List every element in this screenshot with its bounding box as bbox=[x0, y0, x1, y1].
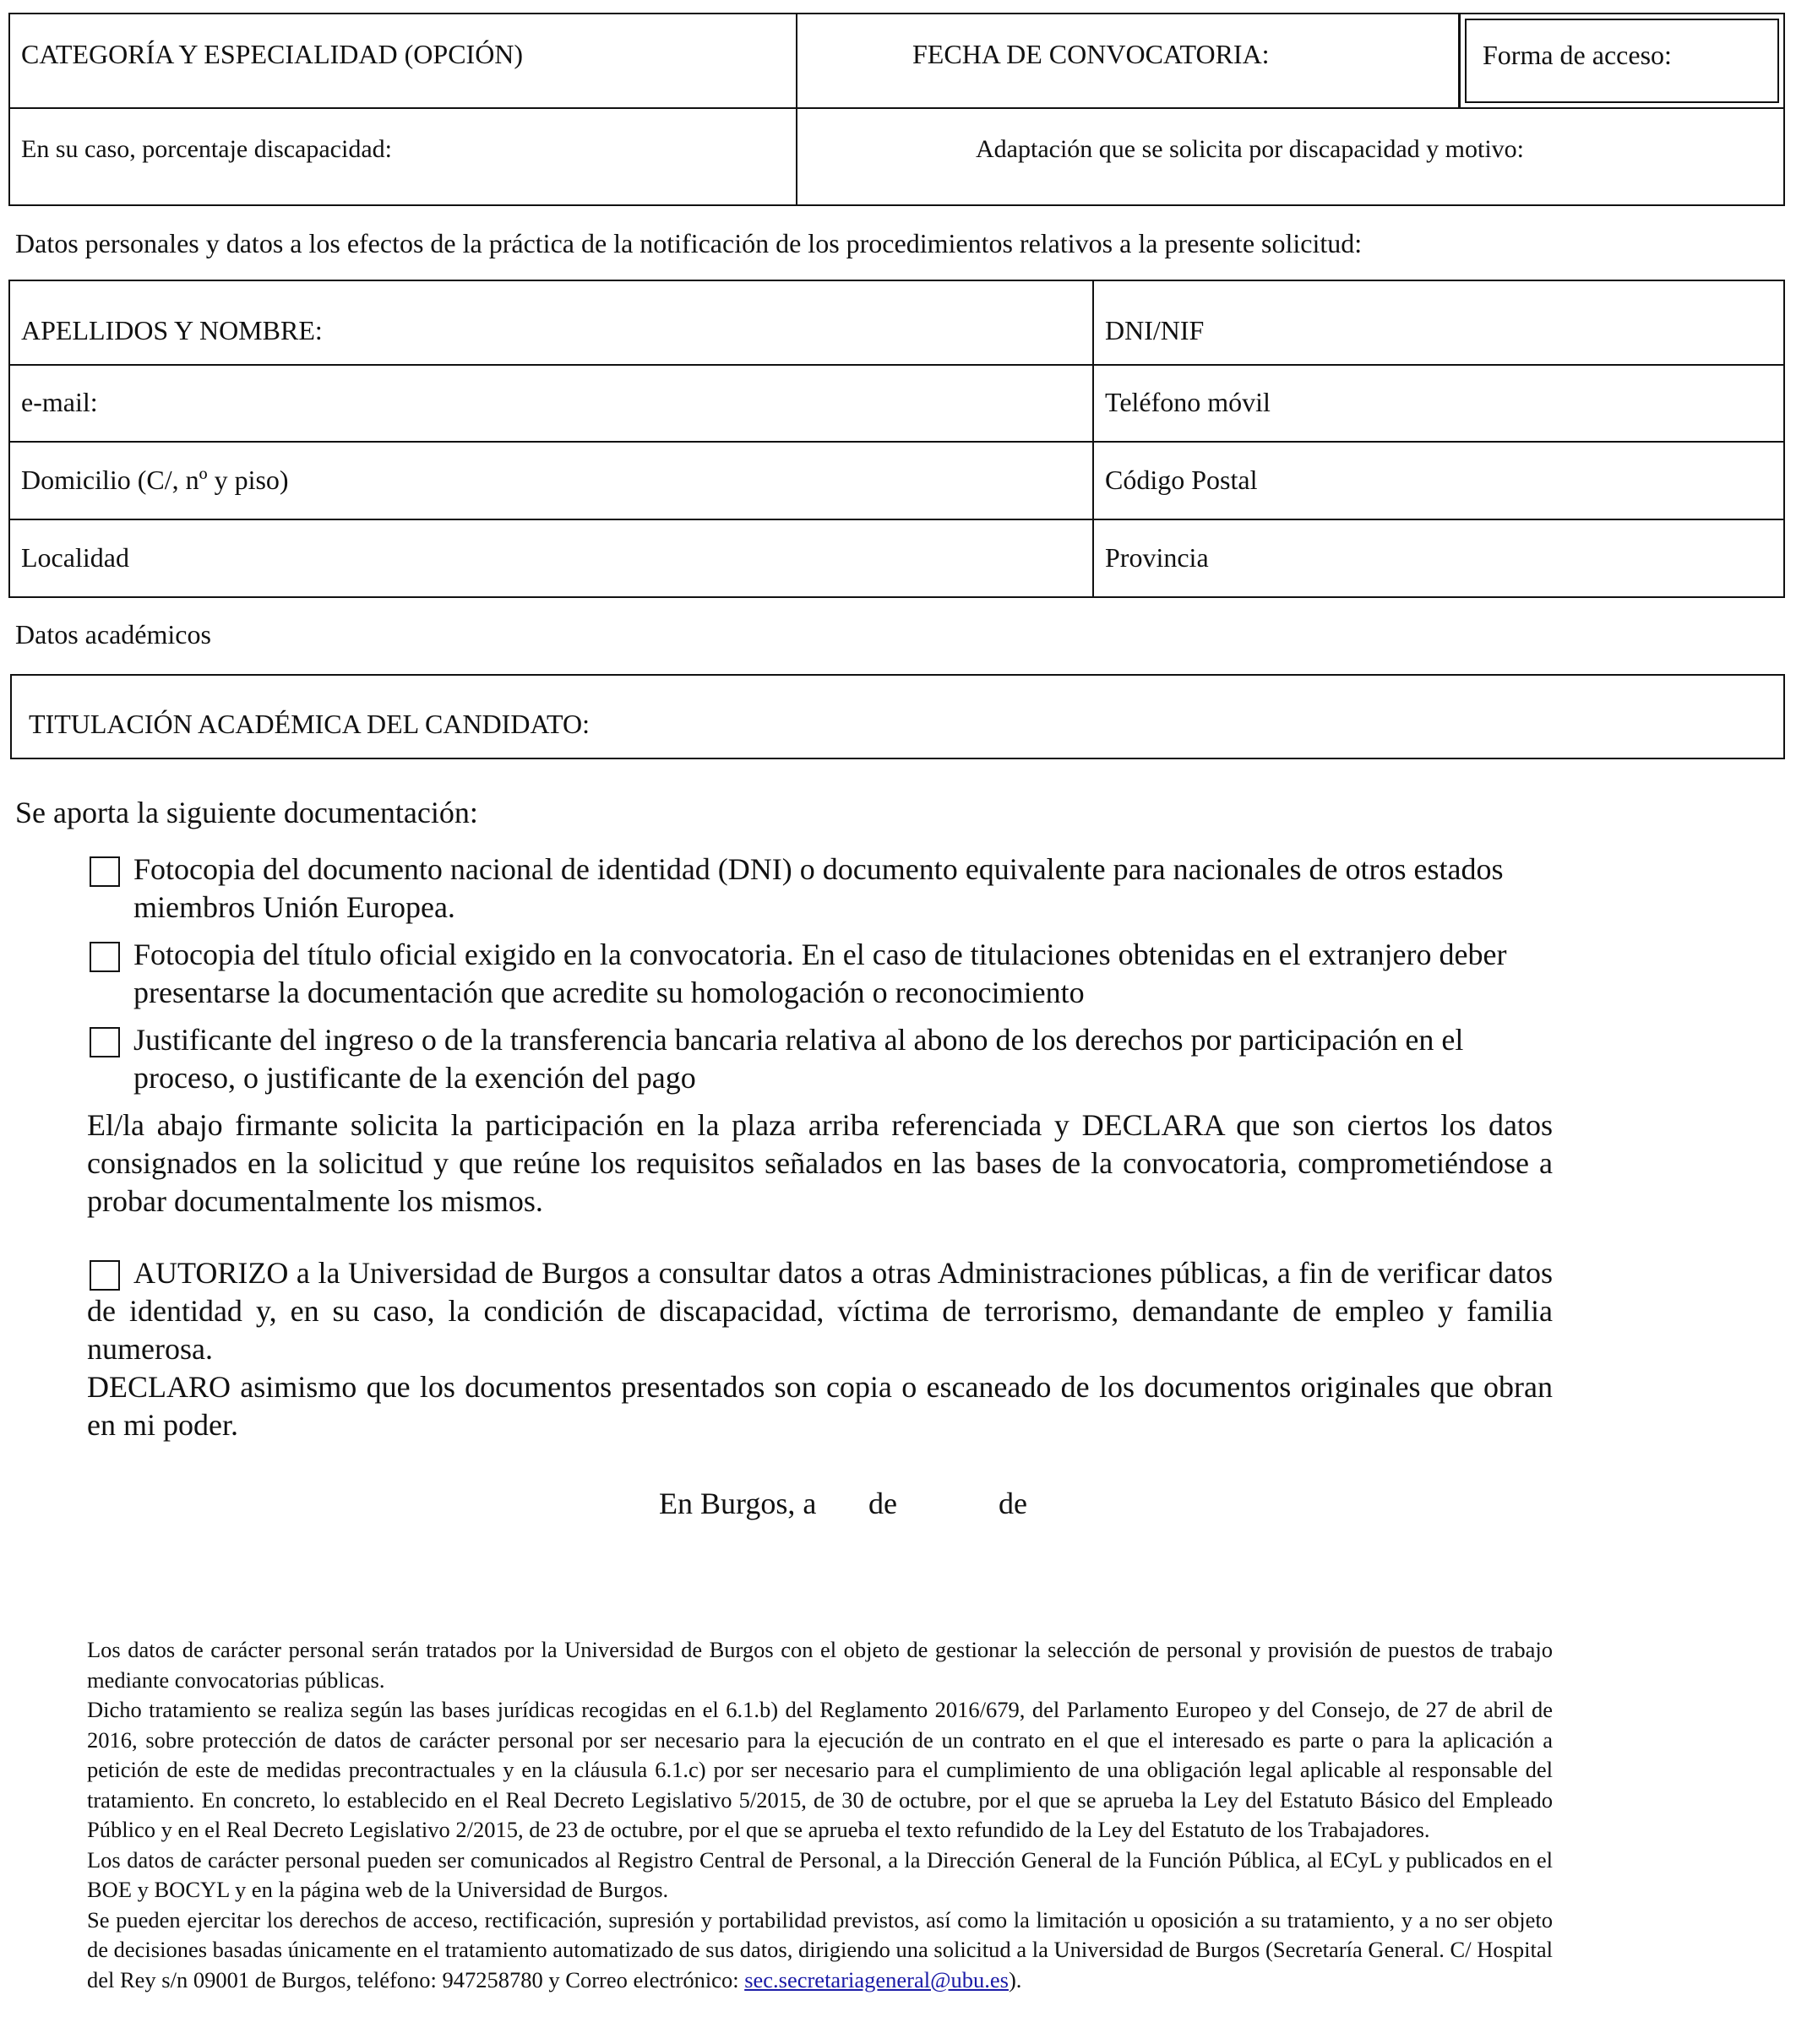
declaration2-text: DECLARO asimismo que los documentos presentados son copia o escaneado de los documentos originales que obran en mi poder. bbox=[87, 1370, 1553, 1442]
privacy-footer bbox=[87, 1635, 1553, 1995]
adaptation-label: Adaptación que se solicita por discapacidad y motivo: bbox=[976, 135, 1524, 163]
postal-code-field[interactable]: Código Postal bbox=[1105, 465, 1258, 495]
footer-email-link[interactable]: sec.secretariageneral@ubu.es bbox=[744, 1966, 1009, 1992]
footer-p4-text: Se pueden ejercitar los derechos de acceso, rectificación, supresión y portabilidad previstos, así como la limitación u oposición a su tratamiento, y a no ser objeto de decisiones basadas únicamente en el tratamiento automatizado de sus datos, dirigiendo una solicitud a la Universidad de Burgos (Secretaría General. C/ Hospital del Rey s/n 09001 de Burgos, teléfono: 947258780 y Correo electrónico: bbox=[87, 1906, 1553, 1992]
doc-item-dni-line2: miembros Unión Europea. bbox=[133, 890, 455, 924]
footer-p1: Los datos de carácter personal serán tratados por la Universidad de Burgos con el objeto de gestionar la selección de personal y provisión de puestos de trabajo mediante convocatorias públicas. bbox=[87, 1637, 1553, 1693]
authorization-span: AUTORIZO a la Universidad de Burgos a consultar datos a otras Administraciones públicas, a fin de verificar datos de identidad y, en su caso, la condición de discapacidad, víctima de terrorismo, demandante de empleo y familia numerosa. bbox=[87, 1256, 1553, 1366]
signature-de-1: de bbox=[868, 1487, 897, 1520]
doc-checkbox-title[interactable] bbox=[90, 942, 120, 972]
personal-col-divider bbox=[1092, 280, 1094, 598]
doc-item-payment-line1: Justificante del ingreso o de la transferencia bancaria relativa al abono de los derechos por participación en el bbox=[133, 1023, 1464, 1057]
personal-row-divider-1 bbox=[8, 364, 1785, 366]
doc-item-dni bbox=[133, 851, 1620, 927]
footer-p2: Dicho tratamiento se realiza según las bases jurídicas recogidas en el 6.1.b) del Reglamento 2016/679, del Parlamento Europeo y del Consejo, de 27 de abril de 2016, sobre protección de datos de carácter personal por ser necesario para la ejecución de un contrato en el que el interesado es parte o para la aplicación a petición de este de medidas precontractuales y en la cláusula 6.1.c) por ser necesario para el cumplimiento de una obligación legal aplicable al responsable del tratamiento. En concreto, lo establecido en el Real Decreto Legislativo 5/2015, de 30 de octubre, por el que se aprueba la Ley del Estatuto Básico del Empleado Público y en el Real Decreto Legislativo 2/2015, de 23 de octubre, por el que se aprueba el texto refundido de la Ley del Estatuto de los Trabajadores. bbox=[87, 1697, 1553, 1842]
doc-item-payment bbox=[133, 1021, 1620, 1097]
docs-heading: Se aporta la siguiente documentación: bbox=[15, 796, 478, 829]
personal-row-divider-3 bbox=[8, 519, 1785, 520]
authorization-text bbox=[87, 1254, 1553, 1368]
signature-de-2: de bbox=[999, 1487, 1027, 1520]
dni-field[interactable]: DNI/NIF bbox=[1105, 315, 1205, 345]
email-field[interactable]: e-mail: bbox=[21, 387, 98, 417]
doc-item-payment-line2: proceso, o justificante de la exención del pago bbox=[133, 1061, 696, 1095]
doc-item-title bbox=[133, 936, 1620, 1012]
top-table-col-divider bbox=[796, 13, 797, 206]
personal-row-divider-2 bbox=[8, 441, 1785, 443]
doc-item-dni-line1: Fotocopia del documento nacional de identidad (DNI) o documento equivalente para nacionales de otros estados bbox=[133, 852, 1504, 886]
declaration-text: El/la abajo firmante solicita la participación en la plaza arriba referenciada y DECLARA que son ciertos los datos consignados en la solicitud y que reúne los requisitos señalados en las bases de la convocatoria, comprometiéndose a probar documentalmente los mismos. bbox=[87, 1108, 1553, 1218]
doc-item-title-line2: presentarse la documentación que acredite su homologación o reconocimiento bbox=[133, 976, 1085, 1009]
disability-pct-label: En su caso, porcentaje discapacidad: bbox=[21, 135, 392, 163]
doc-item-title-line1: Fotocopia del título oficial exigido en la convocatoria. En el caso de titulaciones obtenidas en el extranjero deber bbox=[133, 938, 1507, 971]
province-field[interactable]: Provincia bbox=[1105, 542, 1209, 573]
phone-field[interactable]: Teléfono móvil bbox=[1105, 387, 1271, 417]
academic-heading: Datos académicos bbox=[15, 619, 211, 650]
footer-p4 bbox=[87, 1905, 1553, 1996]
doc-checkbox-dni[interactable] bbox=[90, 856, 120, 887]
footer-end: ). bbox=[1008, 1966, 1022, 1992]
personal-intro: Datos personales y datos a los efectos de la práctica de la notificación de los procedimientos relativos a la presente solicitud: bbox=[15, 228, 1363, 258]
access-label: Forma de acceso: bbox=[1483, 40, 1672, 70]
city-field[interactable]: Localidad bbox=[21, 542, 129, 573]
name-field[interactable]: APELLIDOS Y NOMBRE: bbox=[21, 315, 323, 345]
category-label: CATEGORÍA Y ESPECIALIDAD (OPCIÓN) bbox=[21, 39, 524, 69]
academic-label: TITULACIÓN ACADÉMICA DEL CANDIDATO: bbox=[29, 709, 590, 739]
doc-checkbox-payment[interactable] bbox=[90, 1027, 120, 1057]
footer-p3: Los datos de carácter personal pueden ser comunicados al Registro Central de Personal, a la Dirección General de la Función Pública, al ECyL y publicados en el BOE y BOCYL y en la página web de la Universidad de Burgos. bbox=[87, 1846, 1553, 1902]
signature-place: En Burgos, a bbox=[659, 1487, 817, 1520]
date-label: FECHA DE CONVOCATORIA: bbox=[912, 39, 1270, 69]
address-field[interactable]: Domicilio (C/, nº y piso) bbox=[21, 465, 289, 495]
